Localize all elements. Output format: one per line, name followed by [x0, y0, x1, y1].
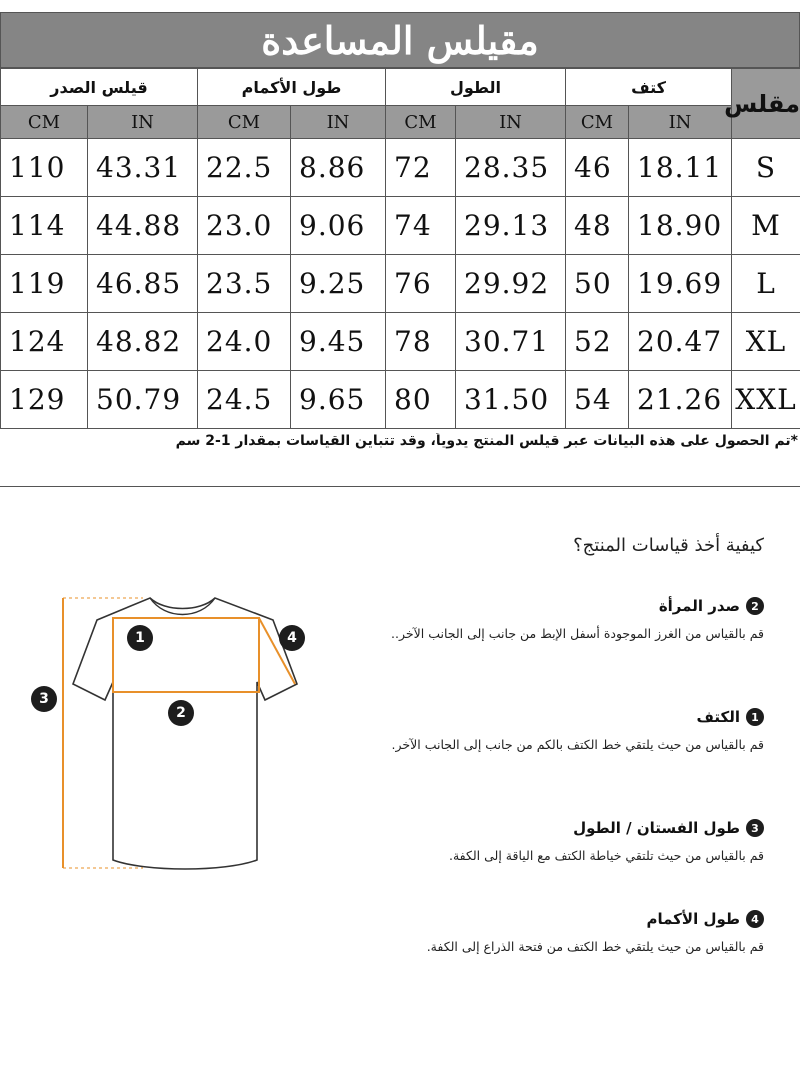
group-header-sleeve: طول الأكمام [198, 69, 386, 106]
step-description: قم بالقياس من حيث يلتقي خط الكتف بالكم من جانب إلى الجانب الآخر. [391, 737, 764, 752]
shoulder-cm-cell: 54 [566, 371, 629, 429]
chest-cm-cell: 110 [1, 139, 88, 197]
step-shoulder [374, 708, 764, 753]
measurement-footnote: *تم الحصول على هذه البيانات عبر قيلس المنتج يدوياً، وقد تتباين القياسات بمقدار 1-2 سم [175, 433, 798, 449]
group-header-chest: قيلس الصدر [1, 69, 198, 106]
chest-cm-cell: 119 [1, 255, 88, 313]
number-badge-icon: 4 [746, 910, 764, 928]
length-in-cell: 29.13 [456, 197, 566, 255]
unit-header: IN [629, 106, 732, 139]
shoulder-cm-cell: 50 [566, 255, 629, 313]
chest-cm-cell: 114 [1, 197, 88, 255]
unit-header: IN [88, 106, 198, 139]
step-sleeve [374, 910, 764, 955]
table-row [1, 313, 800, 371]
sleeve-in-cell: 9.65 [291, 371, 386, 429]
step-heading: الكتف [696, 708, 740, 726]
size-cell: S [732, 139, 800, 197]
group-header-length: الطول [386, 69, 566, 106]
shoulder-in-cell: 18.11 [629, 139, 732, 197]
shoulder-cm-cell: 46 [566, 139, 629, 197]
marker-sleeve-icon: 4 [279, 625, 305, 651]
group-header-shoulder: كتف [566, 69, 732, 106]
sleeve-in-cell: 8.86 [291, 139, 386, 197]
shoulder-cm-cell: 52 [566, 313, 629, 371]
size-cell: XL [732, 313, 800, 371]
sleeve-cm-cell: 24.5 [198, 371, 291, 429]
length-cm-cell: 74 [386, 197, 456, 255]
sleeve-cm-cell: 23.5 [198, 255, 291, 313]
step-chest [374, 597, 764, 642]
marker-chest-icon: 2 [168, 700, 194, 726]
chest-in-cell: 43.31 [88, 139, 198, 197]
length-in-cell: 30.71 [456, 313, 566, 371]
size-chart-title: مقيلس المساعدة [261, 17, 539, 63]
group-header-row [1, 69, 800, 106]
step-heading: طول الأكمام [646, 910, 740, 928]
chest-in-cell: 46.85 [88, 255, 198, 313]
size-column-header: مقلس [732, 69, 800, 139]
table-row [1, 139, 800, 197]
step-description: قم بالقياس من حيث يلتقي خط الكتف من فتحة الذراع إلى الكفة. [426, 939, 764, 954]
how-to-measure-title: كيفية أخذ قياسات المنتج؟ [573, 535, 764, 556]
number-badge-icon: 2 [746, 597, 764, 615]
chest-cm-cell: 124 [1, 313, 88, 371]
size-cell: M [732, 197, 800, 255]
length-in-cell: 31.50 [456, 371, 566, 429]
step-description: قم بالقياس من الغرز الموجودة أسفل الإبط من جانب إلى الجانب الآخر.. [391, 626, 764, 641]
length-cm-cell: 80 [386, 371, 456, 429]
table-row [1, 197, 800, 255]
shoulder-cm-cell: 48 [566, 197, 629, 255]
unit-header: CM [566, 106, 629, 139]
table-row [1, 371, 800, 429]
step-heading: صدر المرأة [658, 597, 740, 615]
chest-cm-cell: 129 [1, 371, 88, 429]
unit-header: CM [386, 106, 456, 139]
sleeve-cm-cell: 22.5 [198, 139, 291, 197]
size-chart-table [0, 12, 800, 429]
step-description: قم بالقياس من حيث تلتقي خياطة الكتف مع الياقة إلى الكفة. [448, 848, 764, 863]
shoulder-in-cell: 18.90 [629, 197, 732, 255]
section-divider [0, 486, 800, 487]
size-grid [0, 68, 800, 429]
marker-length-icon: 3 [31, 686, 57, 712]
length-in-cell: 29.92 [456, 255, 566, 313]
length-in-cell: 28.35 [456, 139, 566, 197]
sleeve-cm-cell: 24.0 [198, 313, 291, 371]
tshirt-diagram [25, 592, 325, 882]
shoulder-in-cell: 19.69 [629, 255, 732, 313]
sleeve-cm-cell: 23.0 [198, 197, 291, 255]
chest-in-cell: 50.79 [88, 371, 198, 429]
unit-header: CM [198, 106, 291, 139]
step-heading: طول الفستان / الطول [573, 819, 740, 837]
chest-in-cell: 48.82 [88, 313, 198, 371]
number-badge-icon: 1 [746, 708, 764, 726]
unit-header-row [1, 106, 800, 139]
length-cm-cell: 78 [386, 313, 456, 371]
unit-header: IN [456, 106, 566, 139]
shoulder-in-cell: 20.47 [629, 313, 732, 371]
shoulder-in-cell: 21.26 [629, 371, 732, 429]
sleeve-in-cell: 9.45 [291, 313, 386, 371]
length-cm-cell: 72 [386, 139, 456, 197]
marker-shoulder-icon: 1 [127, 625, 153, 651]
size-chart-title-bar [0, 12, 800, 68]
unit-header: IN [291, 106, 386, 139]
step-length [374, 819, 764, 864]
number-badge-icon: 3 [746, 819, 764, 837]
sleeve-in-cell: 9.25 [291, 255, 386, 313]
chest-in-cell: 44.88 [88, 197, 198, 255]
table-row [1, 255, 800, 313]
length-cm-cell: 76 [386, 255, 456, 313]
unit-header: CM [1, 106, 88, 139]
size-cell: XXL [732, 371, 800, 429]
sleeve-in-cell: 9.06 [291, 197, 386, 255]
size-cell: L [732, 255, 800, 313]
